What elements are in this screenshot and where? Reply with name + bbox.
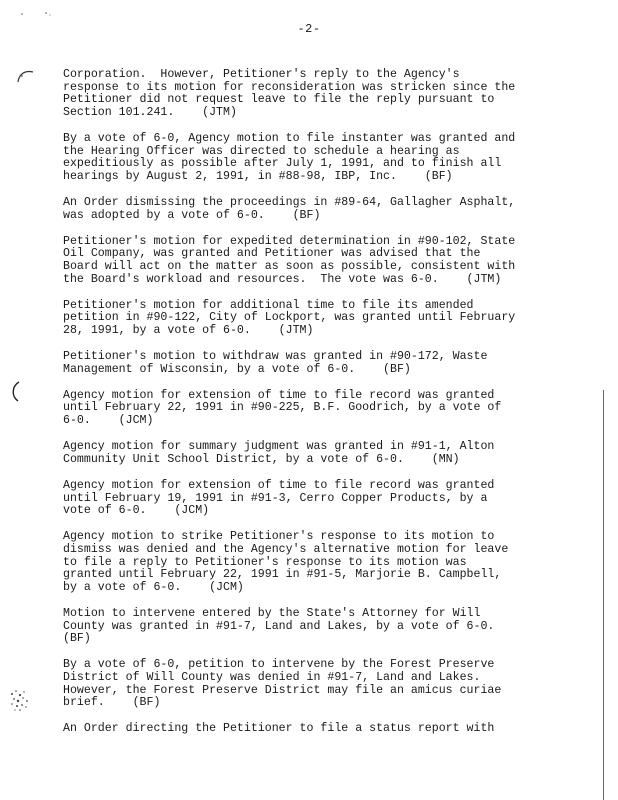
text-line: the Hearing Officer was directed to schedule a hearing as [63,144,460,158]
text-line: by a vote of 6-0. (JCM) [63,580,244,594]
text-line: brief. (BF) [63,696,161,710]
minutes-paragraph [63,659,543,709]
text-line: Agency motion for summary judgment was granted in #91-1, Alton [63,440,495,454]
text-line: expeditiously as possible after July 1, 1991, and to finish all [63,157,502,171]
minutes-paragraph [63,441,543,466]
page-number: -2- [297,22,321,36]
text-line: An Order dismissing the proceedings in #89-64, Gallagher Asphalt, [63,195,516,209]
text-line: response to its motion for reconsideration was stricken since the [63,80,516,94]
text-line: Petitioner did not request leave to file the reply pursuant to [63,93,495,107]
text-line: Agency motion for extension of time to file record was granted [63,388,495,402]
text-line: granted until February 22, 1991 in #91-5, Marjorie B. Campbell, [63,568,502,582]
text-line: was adopted by a vote of 6-0. (BF) [63,208,321,222]
scan-edge-line [603,390,604,800]
scan-speck-icon [20,8,60,20]
minutes-paragraph [63,480,543,518]
text-line: the Board's workload and resources. The vote was 6-0. (JTM) [63,272,502,286]
text-line: Motion to intervene entered by the State's Attorney for Will [63,606,481,620]
minutes-paragraph [63,390,543,428]
text-line: By a vote of 6-0, petition to intervene by the Forest Preserve [63,658,495,672]
text-line: until February 19, 1991 in #91-3, Cerro Copper Products, by a [63,491,488,505]
minutes-paragraph [63,197,543,222]
text-line: Board will act on the matter as soon as possible, consistent with [63,259,516,273]
text-line: Agency motion for extension of time to file record was granted [63,479,495,492]
text-line: Petitioner's motion for expedited determination in #90-102, State [63,234,516,248]
text-line: An Order directing the Petitioner to file a status report with [63,722,495,736]
text-line: (BF) [63,632,91,646]
text-line: Management of Wisconsin, by a vote of 6-0. (BF) [63,362,411,376]
text-line: County was granted in #91-7, Land and Lakes, by a vote of 6-0. [63,619,495,633]
minutes-paragraph [63,300,543,338]
text-line: dismiss was denied and the Agency's alternative motion for leave [63,542,509,556]
minutes-paragraph [63,723,543,736]
text-line: Agency motion to strike Petitioner's response to its motion to [63,530,495,544]
minutes-paragraph [63,69,543,119]
text-line: 28, 1991, by a vote of 6-0. (JTM) [63,323,314,337]
text-line: until February 22, 1991 in #90-225, B.F. Goodrich, by a vote of [63,401,502,415]
minutes-paragraph [63,133,543,183]
punch-hole-arc-icon [8,380,22,404]
minutes-paragraph [63,531,543,594]
text-line: Community Unit School District, by a vote of 6-0. (MN) [63,452,460,466]
text-line: Section 101.241. (JTM) [63,105,237,119]
punch-hole-speckle-icon [6,686,34,714]
text-line: petition in #90-122, City of Lockport, was granted until February [63,311,516,325]
punch-hole-arc-icon [13,68,37,90]
text-line: Petitioner's motion for additional time to file its amended [63,298,474,312]
minutes-paragraph [63,608,543,646]
minutes-paragraph [63,236,543,286]
minutes-paragraph [63,351,543,376]
text-line: District of Will County was denied in #91-7, Land and Lakes. [63,670,481,684]
text-line: Petitioner's motion to withdraw was granted in #90-172, Waste [63,350,488,364]
text-line: to file a reply to Petitioner's response to its motion was [63,555,467,569]
text-line: By a vote of 6-0, Agency motion to file instanter was granted and [63,131,516,145]
text-line: vote of 6-0. (JCM) [63,504,210,518]
text-line: 6-0. (JCM) [63,414,154,428]
text-line: hearings by August 2, 1991, in #88-98, IBP, Inc. (BF) [63,169,453,183]
document-body [63,69,543,749]
text-line: Corporation. However, Petitioner's reply to the Agency's [63,68,460,81]
text-line: Oil Company, was granted and Petitioner was advised that the [63,247,481,261]
text-line: However, the Forest Preserve District may file an amicus curiae [63,683,502,697]
